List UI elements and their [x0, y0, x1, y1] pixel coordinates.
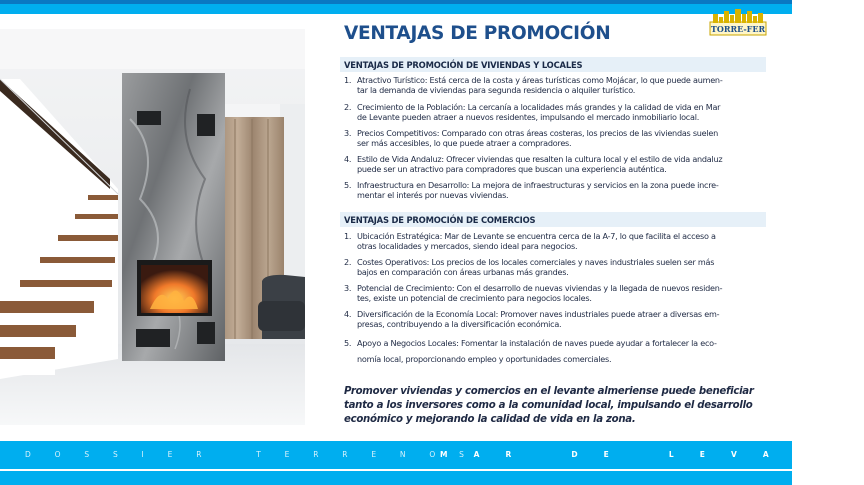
- section-viviendas-list: [344, 75, 764, 206]
- footer-left-label: D O S S I E R T E R R E N O S: [25, 450, 464, 459]
- footer-right-label: M A R D E L E V A N T E: [440, 450, 864, 459]
- list-item-number: 2.: [344, 102, 352, 112]
- footer-bar: [0, 441, 864, 469]
- list-item: [344, 102, 764, 122]
- list-item-line: tes, existe un potencial de crecimiento para negocios locales.: [357, 293, 592, 303]
- list-item-line: Ubicación Estratégica: Mar de Levante se encuentra cerca de la A-7, lo que facilita el acceso a: [357, 231, 716, 241]
- list-item-number: 5.: [344, 338, 352, 348]
- section-comercios-heading: VENTAJAS DE PROMOCIÓN DE COMERCIOS: [344, 215, 536, 225]
- section-comercios-list: [344, 231, 764, 373]
- interior-photo: [0, 29, 305, 425]
- list-item-line: tar la demanda de viviendas para segunda residencia o alquiler turístico.: [357, 85, 636, 95]
- list-item-number: 1.: [344, 231, 352, 241]
- list-item-line: Atractivo Turístico: Está cerca de la costa y áreas turísticas como Mojácar, lo que puede aumen-: [357, 75, 723, 85]
- list-item-line: presas, contribuyendo a la diversificación económica.: [357, 319, 562, 329]
- list-item: [344, 257, 764, 277]
- list-item-line: mentar el interés por nuevas viviendas.: [357, 190, 509, 200]
- list-item-line: Crecimiento de la Población: La cercanía a localidades más grandes y la calidad de vida en Mar: [357, 102, 721, 112]
- logo-text: TORRE-FER: [710, 24, 766, 34]
- list-item: [344, 154, 764, 174]
- list-item-line: de Levante pueden atraer a nuevos residentes, impulsando el mercado inmobiliario local.: [357, 112, 700, 122]
- list-item: [344, 75, 764, 95]
- list-item-line: Potencial de Crecimiento: Con el desarrollo de nuevas viviendas y la llegada de nuevos residen-: [357, 283, 723, 293]
- list-item-line: puede ser un atractivo para compradores que buscan una experiencia auténtica.: [357, 164, 667, 174]
- list-item-line: nomía local, proporcionando empleo y oportunidades comerciales.: [357, 354, 612, 364]
- list-item: [344, 180, 764, 200]
- list-item: [344, 283, 764, 303]
- list-item: [344, 128, 764, 148]
- list-item-line: Infraestructura en Desarrollo: La mejora de infraestructuras y servicios en la zona puede incre-: [357, 180, 719, 190]
- list-item-line: Precios Competitivos: Comparado con otras áreas costeras, los precios de las viviendas suelen: [357, 128, 719, 138]
- list-item-number: 4.: [344, 154, 352, 164]
- conclusion-text: Promover viviendas y comercios en el levante almeriense puede beneficiar tanto a los inversores como a la comunidad local, impulsando el desarrollo económico y mejorando la calidad de vida en la zona.: [344, 386, 754, 425]
- list-item-number: 2.: [344, 257, 352, 267]
- company-logo: [709, 8, 767, 36]
- list-item-line: otras localidades y mercados, siendo ideal para negocios.: [357, 241, 578, 251]
- list-item-number: 3.: [344, 283, 352, 293]
- list-item-number: 3.: [344, 128, 352, 138]
- list-item: [344, 335, 764, 367]
- list-item-line: ser más accesibles, lo que puede atraer a compradores.: [357, 138, 572, 148]
- section-viviendas-heading: VENTAJAS DE PROMOCIÓN DE VIVIENDAS Y LOCALES: [344, 60, 583, 70]
- list-item-line: Apoyo a Negocios Locales: Fomentar la instalación de naves puede ayudar a fortalecer la eco-: [357, 338, 717, 348]
- list-item-number: 5.: [344, 180, 352, 190]
- list-item-number: 4.: [344, 309, 352, 319]
- page-title: VENTAJAS DE PROMOCIÓN: [344, 23, 611, 44]
- list-item-line: Diversificación de la Economía Local: Promover naves industriales puede atraer a diversas em-: [357, 309, 720, 319]
- list-item-number: 1.: [344, 75, 352, 85]
- list-item: [344, 309, 764, 329]
- list-item-line: Costes Operativos: Los precios de los locales comerciales y naves industriales suelen ser más: [357, 257, 715, 267]
- list-item: [344, 231, 764, 251]
- list-item-line: bajos en comparación con áreas urbanas más grandes.: [357, 267, 569, 277]
- top-accent-bar: [0, 0, 792, 14]
- list-item-line: Estilo de Vida Andaluz: Ofrecer viviendas que resalten la cultura local y el estilo de vida andaluz: [357, 154, 723, 164]
